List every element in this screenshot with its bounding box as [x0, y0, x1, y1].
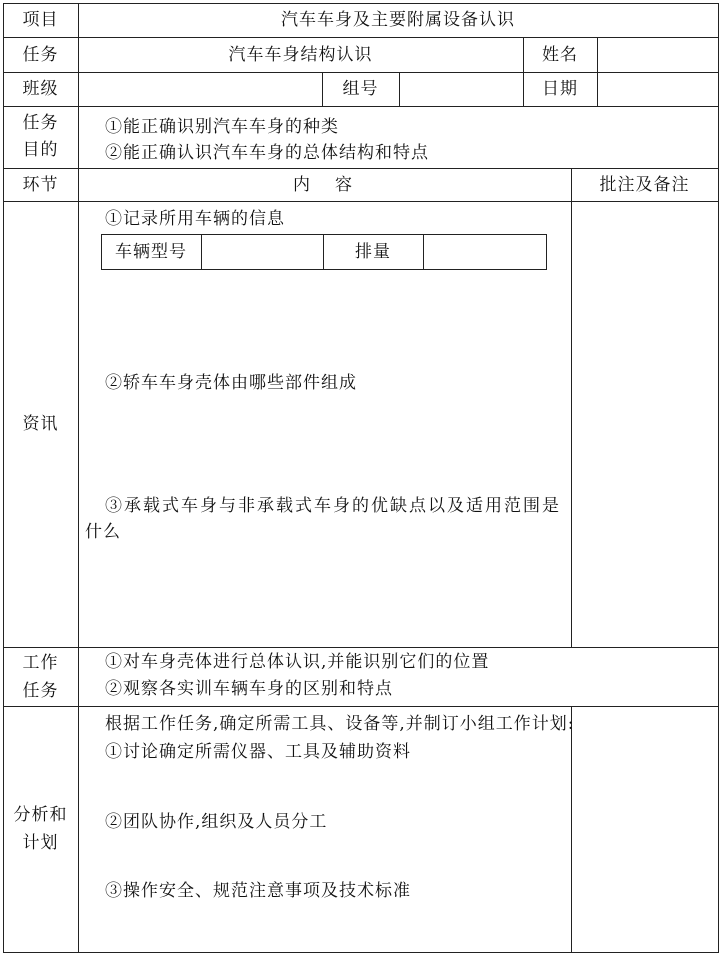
work-task-item: ②观察各实训车辆车身的区别和特点: [105, 679, 393, 699]
project-label: 项目: [22, 10, 59, 30]
objective-label-line2: 目的: [22, 140, 59, 160]
analysis-plan-intro: 根据工作任务,确定所需工具、设备等,并制订小组工作计划:: [105, 714, 575, 734]
analysis-plan-label-line1: 分析和: [13, 805, 68, 825]
displacement-label: 排量: [355, 241, 391, 262]
analysis-plan-item: ②团队协作,组织及人员分工: [105, 812, 328, 832]
project-title: 汽车车身及主要附属设备认识: [281, 10, 515, 30]
stage-column-header: 环节: [22, 174, 59, 195]
info-remarks-cell: [571, 201, 718, 647]
group-label: 组号: [342, 79, 379, 99]
task-label: 任务: [22, 44, 59, 65]
name-field: [597, 37, 718, 72]
objective-item: ②能正确认识汽车车身的总体结构和特点: [105, 143, 429, 163]
content-column-header: 内 容: [293, 174, 356, 195]
displacement-field: [423, 234, 546, 269]
vehicle-table-border: [101, 269, 547, 270]
info-item-body-types-line2: 什么: [85, 522, 121, 542]
analysis-plan-label: [3, 706, 78, 952]
vehicle-model-field: [201, 234, 323, 269]
name-label: 姓名: [542, 44, 578, 65]
analysis-plan-item: ③操作安全、规范注意事项及技术标准: [105, 881, 411, 901]
analysis-remarks-cell: [571, 706, 718, 952]
table-border-right: [718, 3, 719, 953]
info-item-body-components: ②轿车车身壳体由哪些部件组成: [105, 373, 357, 393]
row-divider: [3, 647, 719, 648]
table-border-bottom: [3, 952, 719, 953]
objective-item: ①能正确识别汽车车身的种类: [105, 117, 339, 137]
info-item-record-vehicle: ①记录所用车辆的信息: [105, 209, 285, 229]
objective-label-line1: 任务: [22, 113, 59, 133]
group-field: [399, 72, 523, 106]
label-column-divider: [78, 3, 79, 953]
info-item-body-types-line1: ③承载式车身与非承载式车身的优缺点以及适用范围是: [105, 496, 561, 516]
date-field: [597, 72, 718, 106]
work-task-item: ①对车身壳体进行总体认识,并能识别它们的位置: [105, 652, 490, 672]
vehicle-model-label: 车辆型号: [115, 241, 187, 262]
vehicle-table-border: [546, 234, 547, 270]
date-label: 日期: [542, 79, 578, 99]
analysis-plan-item: ①讨论确定所需仪器、工具及辅助资料: [105, 742, 411, 762]
work-task-label-line1: 工作: [22, 652, 59, 673]
remarks-column-header: 批注及备注: [599, 174, 690, 195]
class-label: 班级: [22, 79, 59, 99]
info-section-label: 资讯: [22, 414, 59, 434]
row-divider: [3, 106, 719, 107]
work-task-label-line2: 任务: [22, 680, 59, 701]
analysis-plan-label-line2: 计划: [22, 833, 59, 853]
work-task-label: [3, 647, 78, 706]
task-value: 汽车车身结构认识: [228, 44, 373, 65]
class-field: [78, 72, 322, 106]
objective-label: [3, 106, 78, 168]
